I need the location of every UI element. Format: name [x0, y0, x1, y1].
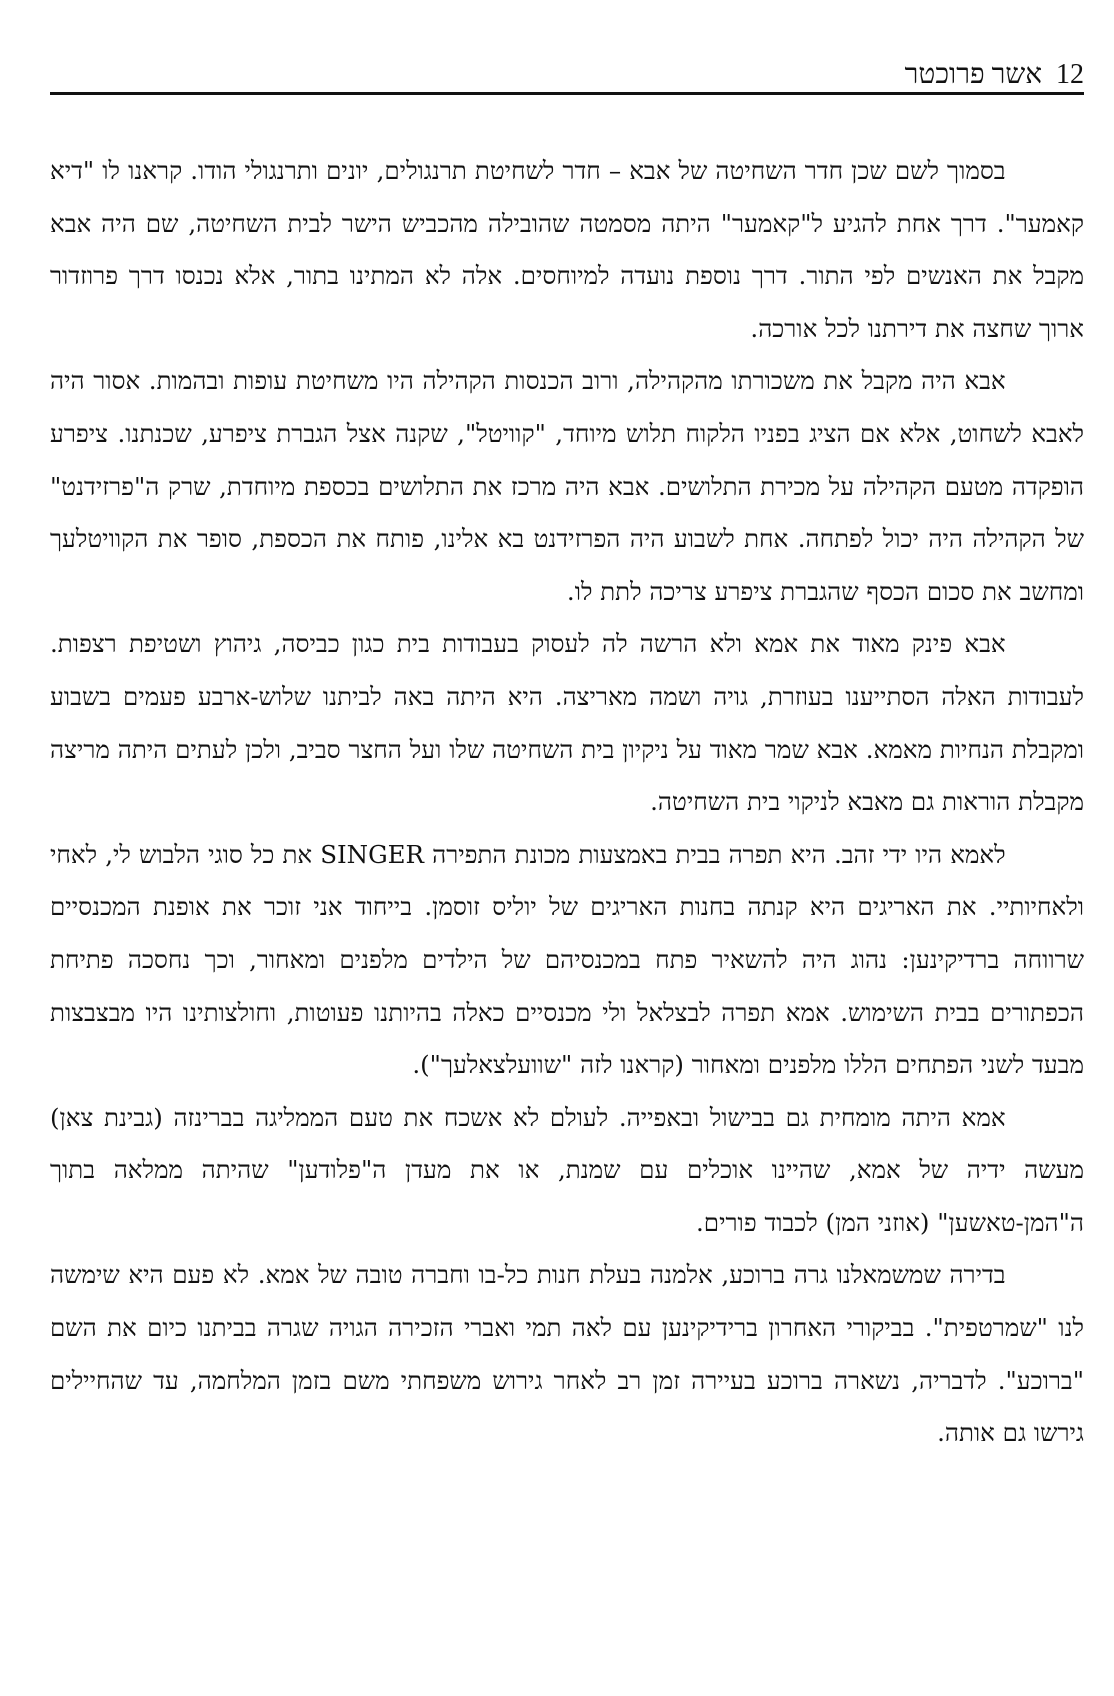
- paragraph: בסמוך לשם שכן חדר השחיטה של אבא – חדר לשחיטת תרנגולים, יונים ותרנגולי הודו. קראנו לו "דיא קאמער". דרך אחת להגיע ל"קאמער" היתה מסמטה שהובילה מהכביש הישר לבית השחיטה, שם היה אבא מקבל את האנשים לפי התור. דרך נוספת נועדה למיוחסים. אלה לא המתינו בתור, אלא נכנסו דרך פרוזדור ארוך שחצה את דירתנו לכל אורכה.: [50, 156, 1084, 343]
- paragraph: אמא היתה מומחית גם בבישול ובאפייה. לעולם לא אשכח את טעם הממליגה בברינזה (גבינת צאן) מעשה ידיה של אמא, שהיינו אוכלים עם שמנת, או את מעדן ה"פלודען" שהיתה ממלאה בתוך ה"המן-טאשען" (אוזני המן) לכבוד פורים.: [50, 1102, 1084, 1237]
- page-number: 12: [1056, 59, 1084, 90]
- running-header: [50, 48, 1084, 90]
- paragraph: אבא היה מקבל את משכורתו מהקהילה, ורוב הכנסות הקהילה היו משחיטת עופות ובהמות. אסור היה לאבא לשחוט, אלא אם הציג בפניו הלקוח תלוש מיוחד, "קוויטל", שקנה אצל הגברת ציפרע, שכנתנו. ציפרע הופקדה מטעם הקהילה על מכירת התלושים. אבא היה מרכז את התלושים בכספת מיוחדת, שרק ה"פרזידנט" של הקהילה היה יכול לפתחה. אחת לשבוע היה הפרזידנט בא אלינו, פותח את הכספת, סופר את הקוויטלעך ומחשב את סכום הכסף שהגברת ציפרע צריכה לתת לו.: [50, 366, 1084, 606]
- body-text: [50, 145, 1084, 1460]
- header-rule: [50, 92, 1084, 95]
- running-header-author: אשר פרוכטר: [904, 59, 1042, 90]
- paragraph: בדירה שמשמאלנו גרה ברוכע, אלמנה בעלת חנות כל-בו וחברה טובה של אמא. לא פעם היא שימשה לנו "שמרטפית". בביקורי האחרון ברידיקינען עם לאה תמי ואברי הזכירה הגויה שגרה בביתנו כיום את השם "ברוכע". לדבריה, נשארה ברוכע בעיירה זמן רב לאחר גירוש משפחתי משם בזמן המלחמה, עד שהחיילים גירשו גם אותה.: [50, 1260, 1084, 1448]
- paragraph: לאמא היו ידי זהב. היא תפרה בבית באמצעות מכונת התפירה SINGER את כל סוגי הלבוש לי, לאחי ולאחיותיי. את האריגים היא קנתה בחנות האריגים של יוליס זוסמן. בייחוד אני זוכר את אופנת המכנסיים שרווחה ברדיקינען: נהוג היה להשאיר פתח במכנסיהם של הילדים מלפנים ומאחור, וכך נחסכה פתיחת הכפתורים בבית השימוש. אמא תפרה לבצלאל ולי מכנסיים כאלה בהיותנו פעוטות, וחולצותינו היו מבצבצות מבעד לשני הפתחים הללו מלפנים ומאחור (קראנו לזה "שוועלצאלעך").: [50, 839, 1084, 1080]
- paragraph: אבא פינק מאוד את אמא ולא הרשה לה לעסוק בעבודות בית כגון כביסה, גיהוץ ושטיפת רצפות. לעבודות האלה הסתייענו בעוזרת, גויה ושמה מאריצה. היא היתה באה לביתנו שלוש-ארבע פעמים בשבוע ומקבלת הנחיות מאמא. אבא שמר מאוד על ניקיון בית השחיטה שלו ועל החצר סביב, ולכן לעתים היתה מריצה מקבלת הוראות גם מאבא לניקוי בית השחיטה.: [50, 629, 1084, 817]
